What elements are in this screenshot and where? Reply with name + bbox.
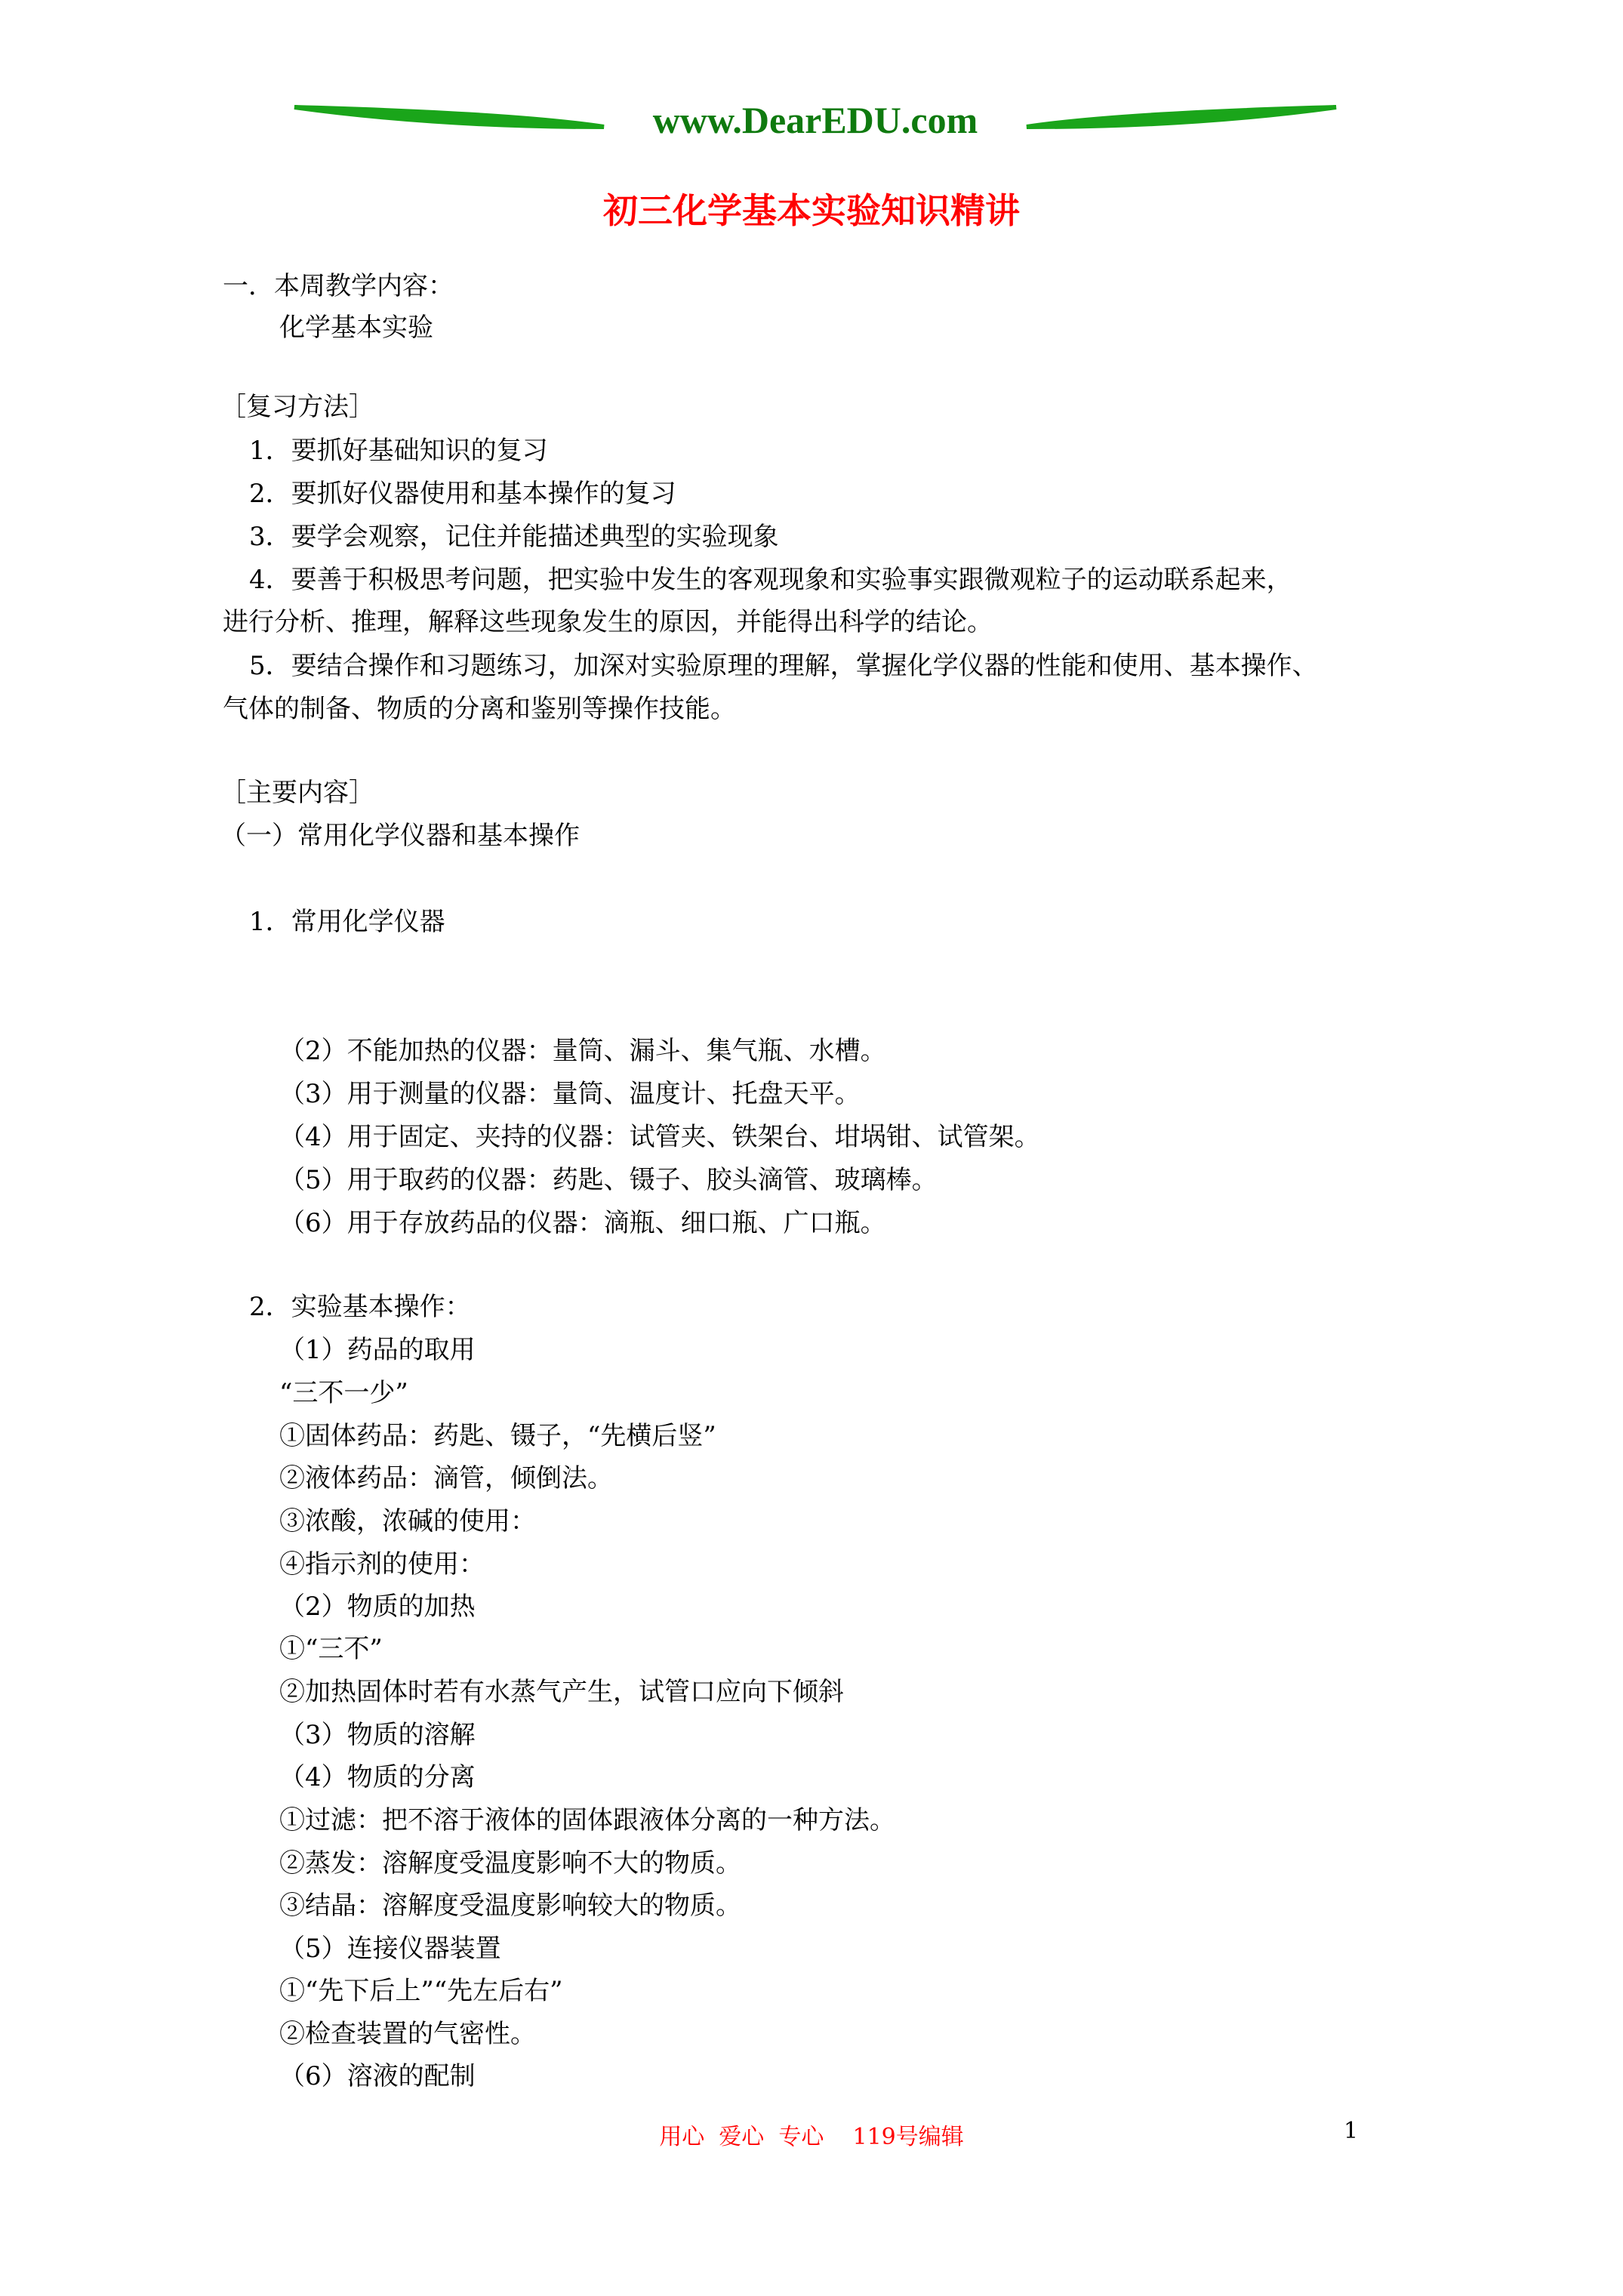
instrument-list-item: （2）不能加热的仪器：量筒、漏斗、集气瓶、水槽。 (279, 1036, 886, 1066)
review-item: 5．要结合操作和习题练习，加深对实验原理的理解，掌握化学仪器的性能和使用、基本操作、 (249, 651, 1318, 681)
review-item: 4．要善于积极思考问题，把实验中发生的客观现象和实验事实跟微观粒子的运动联系起来， (249, 565, 1292, 595)
main-sub-heading: （一）常用化学仪器和基本操作 (220, 821, 580, 851)
operation-list-item: ①“三不” (279, 1634, 383, 1664)
operation-list-item: （1）药品的取用 (279, 1335, 476, 1365)
review-item-continuation: 气体的制备、物质的分离和鉴别等操作技能。 (223, 694, 736, 724)
operation-list-item: ③结晶：溶解度受温度影响较大的物质。 (279, 1891, 741, 1921)
logo-right-swoosh (1027, 107, 1336, 127)
operations-heading: 2．实验基本操作： (249, 1292, 471, 1322)
main-heading: ［主要内容］ (220, 778, 374, 808)
instrument-list-item: （3）用于测量的仪器：量筒、温度计、托盘天平。 (279, 1079, 861, 1109)
operation-list-item: ③浓酸，浓碱的使用： (279, 1506, 536, 1536)
review-heading: ［复习方法］ (220, 392, 374, 422)
section-topic: 化学基本实验 (279, 313, 433, 343)
review-item: 1．要抓好基础知识的复习 (249, 436, 548, 466)
operation-list-item: ①“先下后上”“先左后右” (279, 1976, 563, 2006)
operation-list-item: “三不一少” (279, 1378, 408, 1408)
page-title: 初三化学基本实验知识精讲 (603, 190, 1020, 231)
operation-list-item: ②液体药品：滴管，倾倒法。 (279, 1463, 613, 1493)
instrument-list-item: （6）用于存放药品的仪器：滴瓶、细口瓶、广口瓶。 (279, 1208, 886, 1238)
instrument-list-item: （5）用于取药的仪器：药匙、镊子、胶头滴管、玻璃棒。 (279, 1165, 938, 1195)
review-item: 2．要抓好仪器使用和基本操作的复习 (249, 479, 676, 509)
operation-list-item: （4）物质的分离 (279, 1762, 476, 1792)
operation-list-item: ①过滤：把不溶于液体的固体跟液体分离的一种方法。 (279, 1805, 895, 1835)
operation-list-item: ①固体药品：药匙、镊子，“先横后竖” (279, 1421, 716, 1451)
operation-list-item: ②蒸发：溶解度受温度影响不大的物质。 (279, 1848, 741, 1878)
operation-list-item: ②加热固体时若有水蒸气产生，试管口应向下倾斜 (279, 1677, 844, 1707)
operation-list-item: （5）连接仪器装置 (279, 1934, 501, 1964)
instrument-list-item: （4）用于固定、夹持的仪器：试管夹、铁架台、坩埚钳、试管架。 (279, 1122, 1040, 1152)
section-heading: 一．本周教学内容： (223, 271, 454, 301)
operation-list-item: ②检查装置的气密性。 (279, 2019, 536, 2049)
operation-list-item: ④指示剂的使用： (279, 1549, 485, 1579)
review-item: 3．要学会观察，记住并能描述典型的实验现象 (249, 522, 779, 552)
logo-left-swoosh (294, 107, 604, 127)
site-logo-banner (287, 83, 1344, 159)
page-number: 1 (1344, 2118, 1359, 2144)
operation-list-item: （6）溶液的配制 (279, 2061, 476, 2091)
operation-list-item: （2）物质的加热 (279, 1592, 476, 1622)
operation-list-item: （3）物质的溶解 (279, 1720, 476, 1750)
footer-text: 用心 爱心 专心 119号编辑 (659, 2124, 964, 2150)
instruments-heading: 1．常用化学仪器 (249, 907, 445, 937)
review-item-continuation: 进行分析、推理，解释这些现象发生的原因，并能得出科学的结论。 (223, 607, 993, 637)
logo-text: www.DearEDU.com (652, 99, 978, 141)
